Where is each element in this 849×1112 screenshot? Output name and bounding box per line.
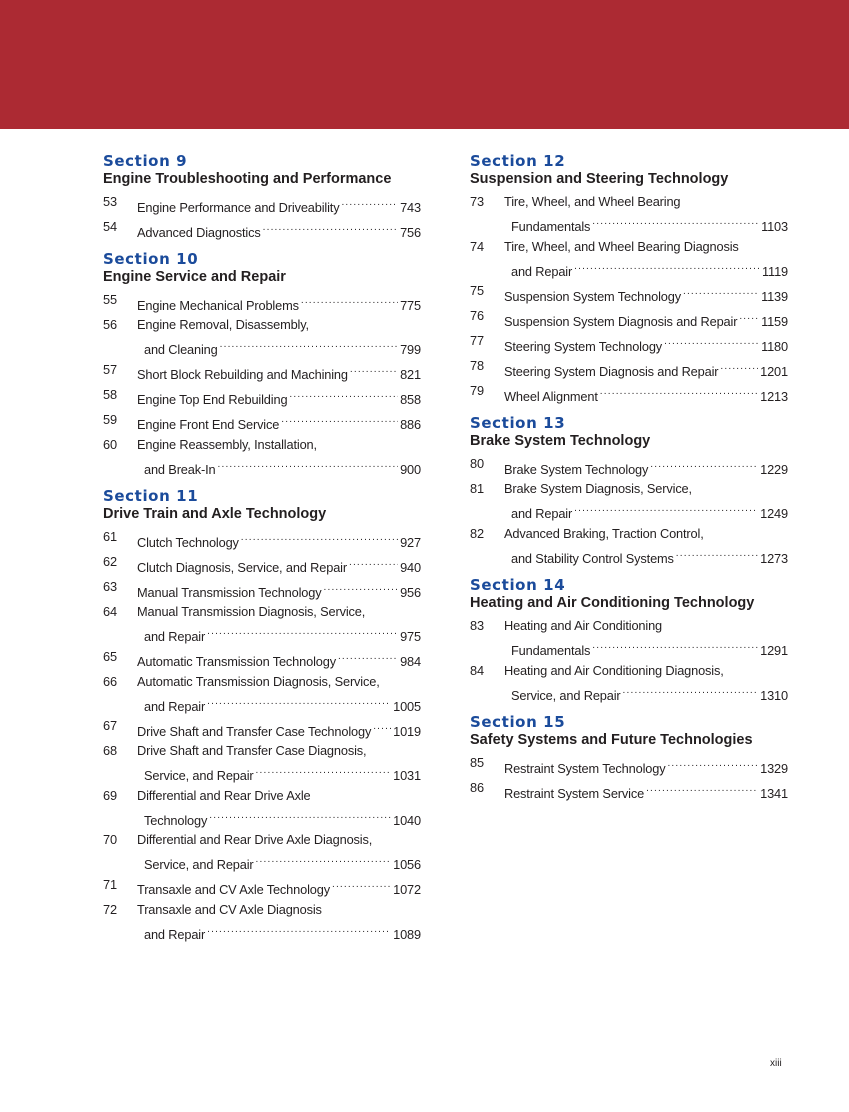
- dot-leader: [301, 290, 398, 310]
- chapter-title-line: [504, 524, 788, 544]
- chapter-number: 62: [103, 554, 117, 569]
- chapter-list: [470, 753, 788, 803]
- chapter-title: Restraint System Technology: [504, 760, 666, 776]
- chapter-text: [504, 753, 788, 778]
- page-ref: 1072: [393, 882, 421, 897]
- dot-leader: [720, 356, 758, 376]
- chapter-title-part: Advanced Braking, Traction Control,: [504, 525, 704, 541]
- chapter-title-part: Heating and Air Conditioning: [504, 618, 663, 633]
- chapter-entry: [103, 527, 421, 552]
- chapter-number: 73: [470, 194, 484, 209]
- chapter-title-line: [504, 778, 788, 803]
- chapter-title: Engine Performance and Driveability: [137, 199, 340, 215]
- chapter-title-line: [504, 381, 788, 406]
- chapter-text: [137, 741, 421, 786]
- chapter-text: [137, 385, 421, 410]
- chapter-title-line: [504, 661, 788, 681]
- dot-leader: [592, 212, 759, 232]
- chapter-text: [137, 716, 421, 741]
- chapter-title: Engine Top End Rebuilding: [137, 392, 288, 407]
- toc-section: [470, 152, 788, 406]
- chapter-number: 71: [103, 876, 117, 892]
- chapter-number: 58: [103, 386, 117, 402]
- chapter-title-line: [504, 454, 788, 479]
- chapter-title-line: [137, 691, 421, 716]
- page-ref: 1103: [761, 219, 788, 234]
- chapter-title-line: [504, 636, 788, 661]
- chapter-number: 82: [470, 525, 484, 541]
- dot-leader: [323, 577, 398, 597]
- chapter-entry: [103, 290, 421, 315]
- dot-leader: [667, 753, 758, 773]
- chapter-text: [137, 435, 421, 480]
- chapter-entry: [470, 331, 788, 356]
- chapter-title-line: [504, 237, 788, 257]
- chapter-title-line: [504, 753, 788, 778]
- chapter-entry: [470, 661, 788, 706]
- page-ref: 900: [400, 461, 421, 477]
- chapter-entry: [470, 381, 788, 406]
- chapter-entry: [470, 479, 788, 524]
- chapter-title-line: [504, 192, 788, 212]
- chapter-number: 81: [470, 481, 484, 496]
- page-ref: 1273: [760, 550, 788, 566]
- toc-section: [103, 250, 421, 479]
- chapter-title-part: Tire, Wheel, and Wheel Bearing Diagnosis: [504, 238, 739, 254]
- chapter-title-line: [137, 217, 421, 242]
- dot-leader: [349, 552, 398, 572]
- chapter-title-line: [137, 552, 421, 577]
- chapter-entry: [103, 435, 421, 480]
- dot-leader: [207, 919, 391, 939]
- chapter-text: [504, 661, 788, 706]
- chapter-entry: [470, 356, 788, 381]
- page-ref: 1005: [393, 698, 421, 714]
- chapter-entry: [103, 602, 421, 647]
- dot-leader: [650, 454, 758, 474]
- section-label: Section 13: [470, 414, 566, 432]
- chapter-text: [137, 552, 421, 577]
- chapter-title-line: [137, 435, 421, 455]
- chapter-title: Service, and Repair: [144, 768, 254, 783]
- chapter-title-line: [137, 622, 421, 647]
- chapter-title-line: [137, 741, 421, 761]
- chapter-title: Advanced Diagnostics: [137, 224, 261, 240]
- chapter-number: 65: [103, 648, 117, 664]
- chapter-title-line: [504, 331, 788, 356]
- chapter-text: [504, 192, 788, 237]
- chapter-entry: [470, 616, 788, 661]
- chapter-number: 60: [103, 436, 117, 452]
- chapter-number: 75: [470, 283, 484, 298]
- toc-section: [103, 152, 421, 242]
- section-title: Engine Troubleshooting and Performance: [103, 171, 392, 187]
- section-title: Engine Service and Repair: [103, 269, 286, 285]
- chapter-text: [504, 331, 788, 356]
- chapter-entry: [103, 192, 421, 217]
- chapter-title: Technology: [144, 812, 208, 828]
- chapter-title-line: [137, 875, 421, 900]
- page-ref: 984: [400, 654, 421, 669]
- chapter-title-line: [137, 290, 421, 315]
- dot-leader: [281, 410, 398, 430]
- chapter-entry: [103, 315, 421, 360]
- chapter-title: and Repair: [511, 263, 573, 279]
- chapter-title: Restraint System Service: [504, 785, 645, 801]
- dot-leader: [350, 360, 398, 380]
- chapter-entry: [103, 830, 421, 875]
- chapter-number: 63: [103, 579, 117, 594]
- page-ref: 886: [400, 417, 421, 432]
- chapter-entry: [103, 360, 421, 385]
- toc-section: [103, 487, 421, 944]
- chapter-list: [103, 192, 421, 242]
- chapter-title-line: [137, 850, 421, 875]
- chapter-entry: [103, 741, 421, 786]
- chapter-title-part: Engine Reassembly, Installation,: [137, 436, 317, 452]
- chapter-title-line: [137, 716, 421, 741]
- chapter-text: [504, 237, 788, 282]
- chapter-title: Service, and Repair: [144, 857, 254, 872]
- chapter-entry: [103, 875, 421, 900]
- chapter-title-line: [504, 256, 788, 281]
- chapter-number: 55: [103, 292, 117, 307]
- chapter-title-line: [137, 315, 421, 335]
- chapter-title-part: Drive Shaft and Transfer Case Diagnosis,: [137, 743, 367, 758]
- chapter-text: [137, 290, 421, 315]
- chapter-text: [504, 381, 788, 406]
- section-title: Drive Train and Axle Technology: [103, 506, 327, 522]
- page-ref: 1180: [761, 338, 788, 354]
- dot-leader: [341, 192, 398, 212]
- chapter-title: Short Block Rebuilding and Machining: [137, 367, 348, 382]
- chapter-number: 83: [470, 618, 484, 633]
- chapter-number: 77: [470, 333, 484, 348]
- page-ref: 940: [400, 559, 421, 575]
- page-ref: 1031: [393, 768, 421, 783]
- page-ref: 1119: [762, 263, 788, 279]
- chapter-title-line: [137, 919, 421, 944]
- toc-column-right: [470, 152, 788, 811]
- chapter-number: 66: [103, 673, 117, 689]
- dot-leader: [592, 636, 758, 656]
- section-title: Brake System Technology: [470, 433, 651, 449]
- chapter-title-part: Differential and Rear Drive Axle Diagnosis,: [137, 832, 373, 847]
- chapter-title-line: [137, 360, 421, 385]
- page-ref: 1229: [760, 461, 788, 477]
- chapter-title: Clutch Diagnosis, Service, and Repair: [137, 559, 347, 575]
- dot-leader: [373, 716, 391, 736]
- page-ref: 1291: [760, 643, 788, 658]
- chapter-title: Engine Front End Service: [137, 417, 280, 432]
- section-title: Suspension and Steering Technology: [470, 171, 729, 187]
- chapter-title: and Repair: [144, 629, 206, 644]
- chapter-title-line: [137, 900, 421, 920]
- chapter-list: [103, 527, 421, 944]
- chapter-text: [137, 830, 421, 875]
- chapter-title-line: [504, 616, 788, 636]
- page-number: xiii: [770, 1058, 782, 1069]
- chapter-list: [103, 290, 421, 479]
- chapter-number: 54: [103, 219, 117, 234]
- chapter-title-part: Brake System Diagnosis, Service,: [504, 481, 692, 496]
- chapter-text: [137, 647, 421, 672]
- chapter-title-line: [137, 192, 421, 217]
- chapter-text: [504, 306, 788, 331]
- chapter-number: 64: [103, 604, 117, 619]
- chapter-title: and Cleaning: [144, 342, 218, 357]
- chapter-entry: [470, 281, 788, 306]
- chapter-number: 84: [470, 662, 484, 678]
- chapter-text: [137, 217, 421, 242]
- page-ref: 821: [400, 367, 421, 382]
- toc-section: [470, 414, 788, 568]
- chapter-text: [504, 454, 788, 479]
- chapter-title-line: [504, 499, 788, 524]
- page-ref: 956: [400, 584, 421, 600]
- page-ref: 858: [400, 392, 421, 407]
- chapter-title: Suspension System Diagnosis and Repair: [504, 313, 738, 329]
- chapter-title-part: Differential and Rear Drive Axle: [137, 787, 311, 803]
- chapter-number: 78: [470, 358, 484, 373]
- page-ref: 1249: [760, 506, 788, 521]
- chapter-number: 59: [103, 411, 117, 427]
- chapter-title: and Break-In: [144, 461, 216, 477]
- chapter-title-line: [504, 680, 788, 705]
- chapter-text: [137, 786, 421, 831]
- chapter-title-part: Engine Removal, Disassembly,: [137, 317, 309, 332]
- chapter-number: 86: [470, 780, 484, 795]
- dot-leader: [220, 335, 398, 355]
- chapter-title-line: [137, 577, 421, 602]
- chapter-number: 61: [103, 529, 117, 544]
- chapter-entry: [103, 577, 421, 602]
- chapter-text: [504, 281, 788, 306]
- dot-leader: [574, 256, 760, 276]
- toc-column-left: [103, 152, 421, 952]
- chapter-entry: [103, 385, 421, 410]
- dot-leader: [683, 281, 759, 301]
- chapter-entry: [470, 454, 788, 479]
- page-ref: 975: [400, 629, 421, 644]
- chapter-number: 53: [103, 194, 117, 209]
- chapter-number: 69: [103, 787, 117, 803]
- chapter-title-line: [137, 527, 421, 552]
- chapter-title: Suspension System Technology: [504, 288, 681, 304]
- page-ref: 1310: [760, 687, 788, 703]
- chapter-title: Wheel Alignment: [504, 388, 598, 404]
- chapter-title: Brake System Technology: [504, 461, 649, 477]
- page-ref: 1213: [760, 388, 788, 404]
- chapter-title: and Repair: [511, 506, 573, 521]
- dot-leader: [289, 385, 398, 405]
- chapter-title-line: [137, 672, 421, 692]
- chapter-title: Engine Mechanical Problems: [137, 297, 299, 313]
- chapter-number: 72: [103, 901, 117, 917]
- section-label: Section 12: [470, 152, 566, 170]
- chapter-title: Transaxle and CV Axle Technology: [137, 882, 330, 897]
- chapter-number: 70: [103, 832, 117, 847]
- chapter-title: and Stability Control Systems: [511, 550, 674, 566]
- section-title: Heating and Air Conditioning Technology: [470, 595, 755, 611]
- chapter-title-line: [504, 306, 788, 331]
- chapter-title-line: [137, 602, 421, 622]
- section-label: Section 9: [103, 152, 188, 170]
- chapter-number: 76: [470, 308, 484, 323]
- page-ref: 799: [400, 342, 421, 357]
- page-ref: 775: [400, 297, 421, 313]
- chapter-title-line: [504, 356, 788, 381]
- chapter-title-line: [504, 543, 788, 568]
- chapter-title-part: Automatic Transmission Diagnosis, Service,: [137, 673, 380, 689]
- chapter-title-line: [137, 454, 421, 479]
- chapter-number: 67: [103, 718, 117, 733]
- chapter-text: [504, 524, 788, 569]
- header-banner: [0, 0, 849, 129]
- chapter-title-line: [137, 335, 421, 360]
- dot-leader: [600, 381, 758, 401]
- chapter-entry: [470, 192, 788, 237]
- page-ref: 1201: [760, 363, 788, 379]
- chapter-text: [137, 360, 421, 385]
- dot-leader: [646, 778, 758, 798]
- chapter-entry: [470, 306, 788, 331]
- chapter-text: [504, 778, 788, 803]
- chapter-title: and Repair: [144, 698, 206, 714]
- chapter-title-part: Transaxle and CV Axle Diagnosis: [137, 901, 322, 917]
- chapter-text: [504, 616, 788, 661]
- chapter-text: [137, 900, 421, 945]
- chapter-text: [137, 410, 421, 435]
- dot-leader: [217, 454, 398, 474]
- dot-leader: [574, 499, 758, 519]
- chapter-title: and Repair: [144, 926, 206, 942]
- chapter-title-line: [137, 761, 421, 786]
- chapter-entry: [103, 716, 421, 741]
- chapter-title: Drive Shaft and Transfer Case Technology: [137, 723, 372, 739]
- chapter-entry: [103, 217, 421, 242]
- section-label: Section 14: [470, 576, 566, 594]
- chapter-title: Manual Transmission Technology: [137, 584, 322, 600]
- chapter-text: [504, 356, 788, 381]
- chapter-number: 79: [470, 383, 484, 398]
- dot-leader: [338, 647, 398, 667]
- page-ref: 1056: [393, 857, 421, 872]
- chapter-entry: [470, 778, 788, 803]
- dot-leader: [664, 331, 759, 351]
- section-title: Safety Systems and Future Technologies: [470, 732, 753, 748]
- chapter-number: 80: [470, 456, 484, 471]
- chapter-text: [137, 875, 421, 900]
- chapter-text: [137, 315, 421, 360]
- page-ref: 1040: [393, 812, 421, 828]
- dot-leader: [207, 622, 398, 642]
- chapter-entry: [103, 900, 421, 945]
- chapter-text: [137, 672, 421, 717]
- chapter-title: Service, and Repair: [511, 687, 621, 703]
- chapter-title-line: [137, 786, 421, 806]
- chapter-entry: [103, 647, 421, 672]
- chapter-title-line: [137, 647, 421, 672]
- page-ref: 756: [400, 224, 421, 240]
- chapter-title-line: [137, 410, 421, 435]
- page-ref: 1139: [761, 288, 788, 304]
- dot-leader: [676, 543, 758, 563]
- chapter-title: Steering System Technology: [504, 338, 663, 354]
- chapter-text: [137, 527, 421, 552]
- chapter-list: [470, 454, 788, 568]
- chapter-list: [470, 192, 788, 406]
- chapter-title: Fundamentals: [511, 219, 591, 234]
- page-ref: 1019: [393, 723, 421, 739]
- chapter-title-part: Tire, Wheel, and Wheel Bearing: [504, 194, 681, 209]
- chapter-entry: [103, 786, 421, 831]
- chapter-title: Fundamentals: [511, 643, 591, 658]
- section-label: Section 11: [103, 487, 199, 505]
- chapter-title: Automatic Transmission Technology: [137, 654, 336, 669]
- dot-leader: [739, 306, 759, 326]
- chapter-title-line: [137, 830, 421, 850]
- dot-leader: [209, 805, 391, 825]
- chapter-title: Steering System Diagnosis and Repair: [504, 363, 719, 379]
- chapter-text: [137, 602, 421, 647]
- chapter-number: 74: [470, 238, 484, 254]
- dot-leader: [332, 875, 391, 895]
- chapter-entry: [103, 552, 421, 577]
- dot-leader: [241, 527, 398, 547]
- chapter-text: [504, 479, 788, 524]
- chapter-title-part: Heating and Air Conditioning Diagnosis,: [504, 662, 724, 678]
- chapter-entry: [470, 753, 788, 778]
- chapter-title-line: [504, 212, 788, 237]
- toc-section: [470, 576, 788, 705]
- chapter-number: 57: [103, 361, 117, 377]
- chapter-title-line: [504, 479, 788, 499]
- chapter-title-line: [137, 805, 421, 830]
- chapter-entry: [103, 672, 421, 717]
- section-label: Section 15: [470, 713, 566, 731]
- chapter-number: 85: [470, 755, 484, 770]
- chapter-entry: [103, 410, 421, 435]
- chapter-entry: [470, 237, 788, 282]
- page-ref: 743: [400, 199, 421, 215]
- chapter-list: [470, 616, 788, 705]
- section-label: Section 10: [103, 250, 199, 268]
- page-ref: 1329: [760, 760, 788, 776]
- page-ref: 1341: [760, 785, 788, 801]
- chapter-entry: [470, 524, 788, 569]
- chapter-title-line: [137, 385, 421, 410]
- dot-leader: [207, 691, 391, 711]
- dot-leader: [263, 217, 398, 237]
- chapter-text: [137, 192, 421, 217]
- chapter-text: [137, 577, 421, 602]
- toc-section: [470, 713, 788, 803]
- page-ref: 1089: [393, 926, 421, 942]
- chapter-title: Clutch Technology: [137, 534, 239, 550]
- chapter-title-part: Manual Transmission Diagnosis, Service,: [137, 604, 366, 619]
- page-ref: 927: [400, 534, 421, 550]
- dot-leader: [256, 761, 392, 781]
- dot-leader: [256, 850, 392, 870]
- chapter-number: 68: [103, 743, 117, 758]
- dot-leader: [623, 680, 759, 700]
- chapter-number: 56: [103, 317, 117, 332]
- page-ref: 1159: [761, 313, 788, 329]
- chapter-title-line: [504, 281, 788, 306]
